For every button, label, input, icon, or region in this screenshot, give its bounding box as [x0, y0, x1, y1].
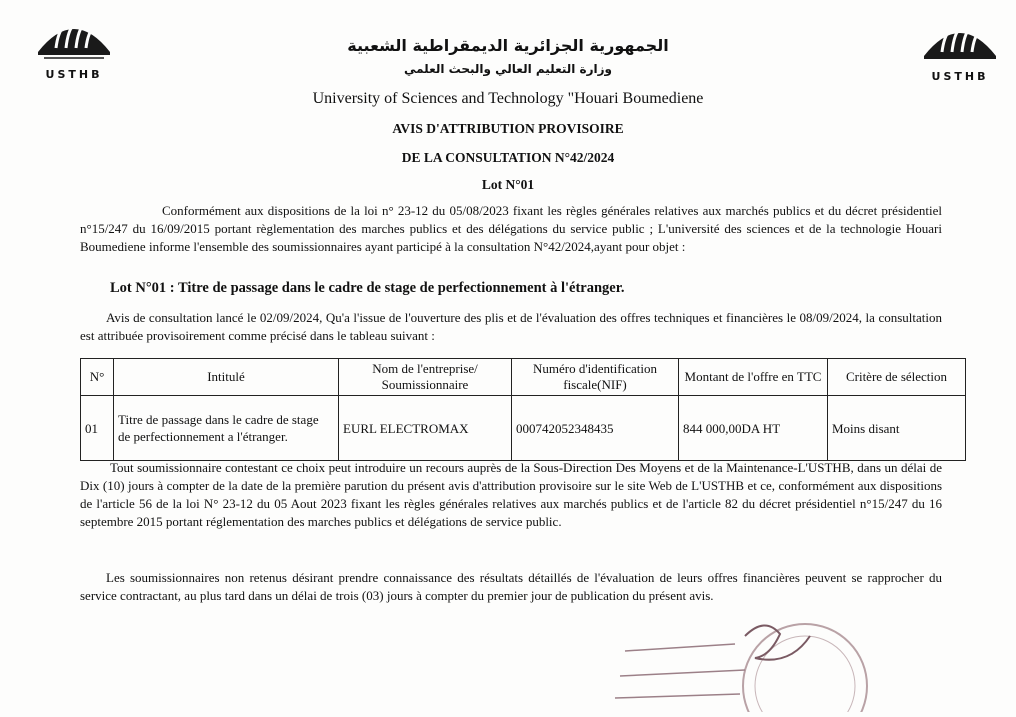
lot-number: Lot N°01 [481, 177, 535, 192]
cell-intitule: Titre de passage dans le cadre de stage de perfectionnement a l'étranger. [114, 396, 339, 461]
header-number: N° [81, 359, 114, 396]
header-entreprise: Nom de l'entreprise/ Soumissionnaire [339, 359, 512, 396]
lot-title: Lot N°01 : Titre de passage dans le cadre de stage de perfectionnement à l'étranger. [110, 280, 625, 296]
cell-montant: 844 000,00DA HT [679, 396, 828, 461]
header-nif: Numéro d'identification fiscale(NIF) [512, 359, 679, 396]
usthb-logo-text: USTHB [931, 70, 989, 83]
header-montant: Montant de l'offre en TTC [679, 359, 828, 396]
university-name: University of Sciences and Technology "Houari Boumediene [312, 90, 704, 107]
header-intitule: Intitulé [114, 359, 339, 396]
cell-number: 01 [81, 396, 114, 461]
header-critere: Critère de sélection [828, 359, 966, 396]
table-header-row [81, 359, 966, 396]
document-title: AVIS D'ATTRIBUTION PROVISOIRE [392, 121, 624, 136]
consultation-paragraph: Avis de consultation lancé le 02/09/2024, Qu'a l'issue de l'ouverture des plis et de l'évaluation des offres techniques et financières le 08/09/2024, la consultation est attribuée provisoirement comme précisé dans le tableau suivant : [80, 310, 942, 343]
usthb-logo-text: USTHB [45, 68, 103, 81]
appeal-paragraph: Tout soumissionnaire contestant ce choix peut introduire un recours auprès de la Sous-Direction Des Moyens et de la Maintenance-L'USTHB, dans un délai de Dix (10) jours à compter de la date de la première parution du présent avis d'attribution provisoire sur le site Web de L'USTHB et ce, conformément aux dispositions de l'article 56 de la loi N° 23-12 du 05 Aout 2023 fixant les règles générales relatives aux marchés publics et de l'article 82 du décret présidentiel n°15/247 du 16 septembre 2015 portant réglementation des marches publics et délégations de service public. [80, 460, 942, 529]
cell-critere: Moins disant [828, 396, 966, 461]
consultation-number: DE LA CONSULTATION N°42/2024 [401, 150, 615, 165]
signature-icon [595, 596, 895, 712]
intro-paragraph: Conformément aux dispositions de la loi n° 23-12 du 05/08/2023 fixant les règles générales relatives aux marchés publics et du décret présidentiel n°15/247 du 16/09/2015 portant règlementation des marches publics et des délégations du service public ; L'université des sciences et de la technologie Houari Boumediene informe l'ensemble des soumissionnaires ayant participé à la consultation N°42/2024,ayant pour objet : [80, 203, 942, 254]
cell-nif: 000742052348435 [512, 396, 679, 461]
award-table [80, 358, 966, 461]
table-row [81, 396, 966, 461]
non-retained-paragraph: Les soumissionnaires non retenus désirant prendre connaissance des résultats détaillés de l'évaluation de leurs offres financières peuvent se rapprocher du service contractant, au plus tard dans un délai de trois (03) jours à compter du premier jour de publication du présent avis. [80, 570, 942, 603]
cell-entreprise: EURL ELECTROMAX [339, 396, 512, 461]
official-stamp-signature [595, 596, 895, 712]
arabic-republic-line: الجمهورية الجزائرية الديمقراطية الشعبية [347, 36, 669, 55]
arabic-ministry-line: وزارة التعليم العالي والبحث العلمي [403, 62, 613, 76]
